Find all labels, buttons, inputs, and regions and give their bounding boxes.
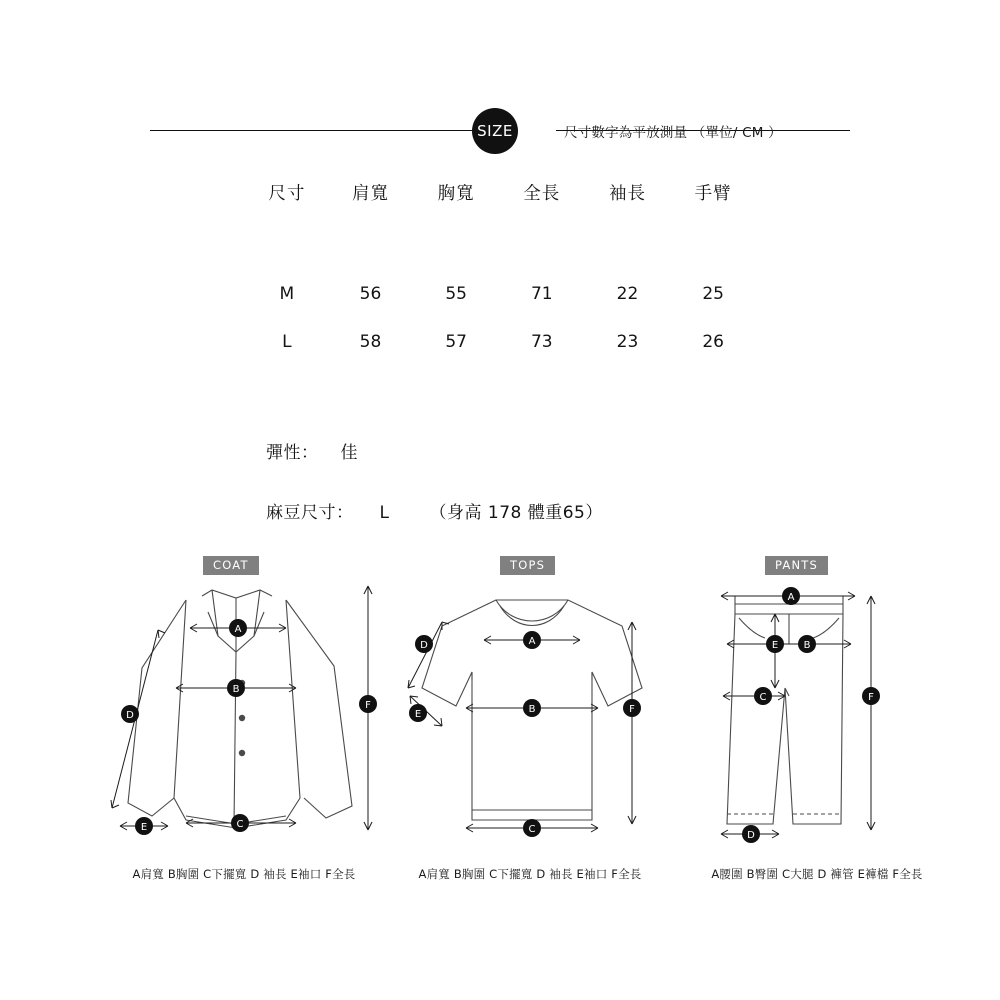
svg-text:E: E — [771, 640, 779, 651]
svg-text:D: D — [747, 830, 755, 841]
measurement-note: 尺寸數字為平放測量 （單位/ CM ） — [564, 125, 782, 141]
elasticity-value: 佳 — [340, 443, 358, 463]
svg-text:E: E — [140, 822, 148, 833]
header-rule-left — [150, 130, 480, 131]
row-value: 71 — [530, 284, 553, 304]
table-header-cell: 全長 — [523, 184, 561, 204]
model-size-label: 麻豆尺寸： — [266, 503, 354, 523]
table-header-cell: 胸寬 — [437, 184, 475, 204]
svg-text:A: A — [234, 624, 242, 635]
svg-text:D: D — [126, 710, 134, 721]
svg-text:F: F — [365, 700, 371, 711]
size-header — [150, 108, 850, 154]
coat-illustration — [90, 548, 390, 858]
diagram-tag-tops: TOPS — [500, 556, 555, 575]
table-header-cell: 袖長 — [608, 184, 646, 204]
row-value: 58 — [359, 332, 382, 352]
row-value: 73 — [530, 332, 553, 352]
diagram-caption-coat: A肩寬 B胸圍 C下擺寬 D 袖長 E袖口 F全長 — [132, 867, 356, 881]
diagram-pants — [665, 548, 965, 898]
size-badge: SIZE — [472, 108, 518, 154]
svg-text:B: B — [803, 640, 811, 651]
size-table — [246, 180, 756, 366]
svg-text:D: D — [420, 640, 428, 651]
row-value: 56 — [359, 284, 382, 304]
elasticity-line — [266, 438, 358, 463]
svg-text:C: C — [528, 824, 536, 835]
diagram-caption-tops: A肩寬 B胸圍 C下擺寬 D 袖長 E袖口 F全長 — [418, 867, 642, 881]
row-value: 55 — [445, 284, 467, 304]
svg-text:E: E — [414, 709, 422, 720]
svg-text:A: A — [528, 636, 536, 647]
diagram-tops — [380, 548, 680, 898]
row-value: 23 — [616, 332, 639, 352]
diagram-tag-coat: COAT — [203, 556, 259, 575]
svg-text:F: F — [629, 704, 635, 715]
diagram-tag-pants: PANTS — [765, 556, 828, 575]
model-size-line — [266, 498, 603, 523]
pants-illustration — [665, 548, 965, 858]
row-size-label: L — [282, 332, 292, 352]
svg-text:B: B — [528, 704, 536, 715]
table-header-cell: 尺寸 — [268, 184, 306, 204]
model-size-note: （身高 178 體重65） — [429, 503, 603, 523]
table-spacer-row — [246, 222, 756, 270]
model-size-value: L — [379, 503, 390, 523]
svg-text:C: C — [759, 692, 767, 703]
diagram-caption-pants: A腰圍 B臀圍 C大腿 D 褲管 E褲檔 F全長 — [711, 867, 923, 881]
table-header-row — [246, 180, 756, 222]
table-header-cell: 肩寬 — [351, 184, 389, 204]
table-row — [246, 270, 756, 318]
svg-text:B: B — [232, 684, 240, 695]
row-value: 26 — [702, 332, 724, 352]
table-header-cell: 手臂 — [694, 184, 732, 204]
diagram-row — [0, 548, 1000, 898]
tops-illustration — [380, 548, 680, 858]
svg-text:C: C — [236, 819, 244, 830]
svg-text:F: F — [868, 692, 874, 703]
row-value: 22 — [616, 284, 639, 304]
row-value: 25 — [702, 284, 724, 304]
row-size-label: M — [279, 284, 295, 304]
diagram-coat — [90, 548, 390, 898]
elasticity-label: 彈性： — [266, 443, 319, 463]
row-value: 57 — [445, 332, 467, 352]
svg-text:A: A — [787, 592, 795, 603]
table-row — [246, 318, 756, 366]
